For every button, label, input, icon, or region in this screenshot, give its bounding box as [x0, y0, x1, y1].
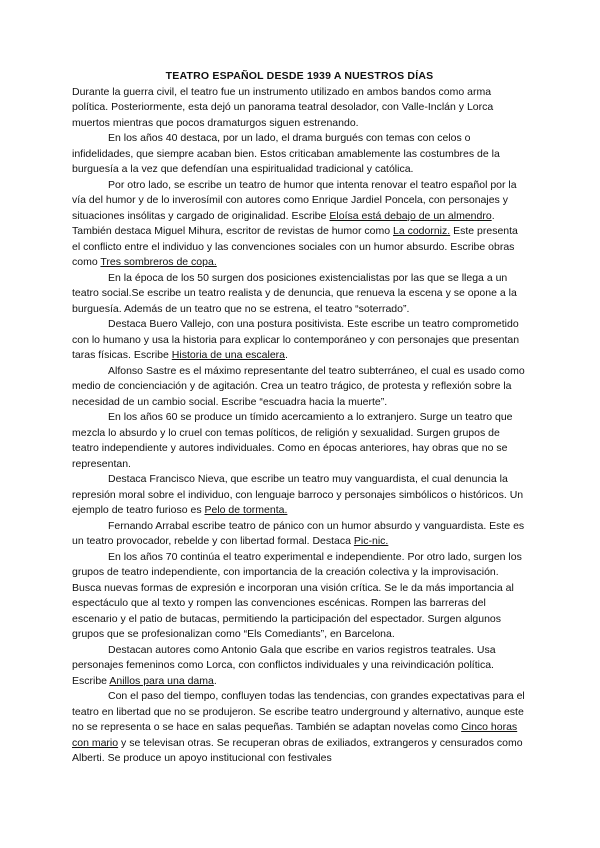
paragraph-1: Durante la guerra civil, el teatro fue un instrumento utilizado en ambos bandos como arma política. Posteriormente, esta dejó un panorama teatral desolador, con Valle-Inclán y Lorca muertos mientras que pocos dramaturgos siguen estrenando. — [72, 85, 494, 129]
paragraph-text: y se televisan otras. Se recuperan obras de exiliados, extrangeros y censurados como Alberti. Se produce un apoyo institucional con festivales — [72, 736, 523, 764]
work-title-historia-escalera: Historia de una escalera — [171, 349, 286, 361]
paragraph-text: Destacan autores como Antonio Gala que escribe en varios registros teatrales. Usa personajes femeninos como Lorca, con conflictos individuales y una reivindicación política. Escribe — [72, 643, 496, 687]
paragraph-text: Fernando Arrabal escribe teatro de pánico con un humor absurdo y vanguardista. Este es un teatro provocador, rebelde y con libertad formal. Destaca — [72, 519, 525, 547]
paragraph-text: Este presenta el conflicto entre el individuo y las convenciones sociales con un humor absurdo. Escribe obras como — [72, 225, 518, 268]
paragraph-8 — [72, 472, 527, 519]
paragraph-text: . — [213, 674, 217, 687]
paragraph-text: Destaca Buero Vallejo, con una postura positivista. Este escribe un teatro comprometido con lo humano y usa la historia para explicar lo contemporáneo y con personajes que presentan taras físicas. Escribe — [72, 318, 520, 361]
paragraph-12 — [72, 689, 527, 767]
document-page — [72, 69, 527, 767]
work-title-pelo-de-tormenta: Pelo de tormenta. — [204, 504, 288, 516]
paragraph-7: En los años 60 se produce un tímido acercamiento a lo extranjero. Surge un teatro que mezcla lo absurdo y lo cruel con temas políticos, de religión y sexualidad. Surgen grupos de teatro independiente y autores individuales. Como en épocas anteriores, hay obras que no se representan. — [72, 411, 513, 470]
paragraph-4: En la época de los 50 surgen dos posiciones existencialistas por las que se llega a un teatro social.Se escribe un teatro realista y de denuncia, que renueva la escena y se opone a la burguesía. Además de un teatro que no se estrena, el teatro “soterrado”. — [72, 271, 517, 315]
work-title-cinco-horas: Cinco horas con mario — [72, 721, 518, 749]
document-title: TEATRO ESPAÑOL DESDE 1939 A NUESTROS DÍAS — [165, 70, 434, 82]
paragraph-text: . También destaca Miguel Mihura, escritor de revistas de humor como — [72, 209, 495, 237]
paragraph-10: En los años 70 continúa el teatro experimental e independiente. Por otro lado, surgen los grupos de teatro independiente, con importancia de la creación colectiva y la improvisación. Busca nuevas formas de expresión e incorporan una visión crítica. Se le da más importancia al espectáculo que al texto y rompen las convenciones escénicas. Rompen las barreras del escenario y el patio de butacas, permitiendo la participación del espectador. Surgen algunos grupos que se profesionalizan como “Els Comediants”, en Barcelona. — [72, 550, 522, 640]
paragraph-text: Con el paso del tiempo, confluyen todas las tendencias, con grandes expectativas para el teatro en libertad que no se produjeron. Se escribe teatro underground y alternativo, aunque este no se representa o se hace en salas pequeñas. También se adaptan novelas como — [72, 690, 525, 733]
paragraph-9 — [72, 519, 527, 550]
paragraph-11 — [72, 643, 527, 690]
paragraph-2: En los años 40 destaca, por un lado, el drama burgués con temas con celos o infidelidades, que siempre acaban bien. Estos criticaban amablemente las costumbres de la burguesía a la vez que defendían una espiritualidad tradicional y católica. — [72, 132, 500, 175]
paragraph-6: Alfonso Sastre es el máximo representante del teatro subterráneo, el cual es usado como medio de concienciación y de agitación. Crea un teatro trágico, de protesta y reflexión sobre la necesidad de un cambio social. Escribe “escuadra hacia la muerte”. — [72, 364, 525, 408]
paragraph-text: . — [285, 349, 288, 361]
paragraph-text: Por otro lado, se escribe un teatro de humor que intenta renovar el teatro español por la vía del humor y de lo inverosímil con autores como Enrique Jardiel Poncela, con personajes y situaciones insólitas y cargado de originalidad. Escribe — [72, 178, 517, 222]
work-title-pic-nic: Pic-nic. — [353, 535, 389, 547]
work-title-anillos: Anillos para una dama — [109, 674, 214, 687]
paragraph-text: Destaca Francisco Nieva, que escribe un teatro muy vanguardista, el cual denuncia la represión moral sobre el individuo, con lenguaje barroco y personajes simbólicos o históricos. Un ejemplo de teatro furioso es — [72, 473, 524, 516]
paragraph-5 — [72, 317, 527, 364]
work-title-tres-sombreros: Tres sombreros de copa. — [100, 256, 217, 268]
paragraph-3 — [72, 178, 527, 271]
work-title-eloisa: Eloísa está debajo de un almendro — [329, 209, 492, 222]
work-title-la-codorniz: La codorniz. — [392, 225, 451, 237]
